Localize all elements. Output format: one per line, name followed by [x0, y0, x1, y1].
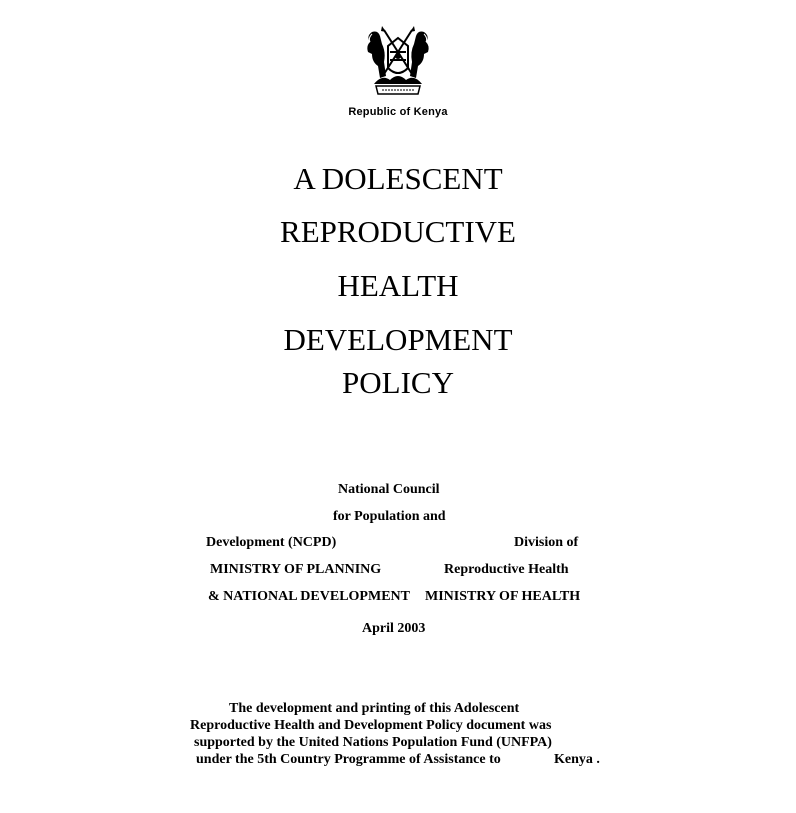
ncpd-line-1: National Council [338, 482, 440, 497]
ministry-planning-line-2: & NATIONAL DEVELOPMENT [208, 589, 410, 604]
acknowledgement-line-3: supported by the United Nations Population Fund (UNFPA) [194, 735, 552, 750]
acknowledgement-line-4-end: Kenya . [554, 752, 600, 767]
title-line-1: A DOLESCENT [293, 161, 503, 196]
division-line-1: Division of [514, 535, 579, 550]
kenya-coat-of-arms-icon [362, 22, 434, 98]
title-line-4: DEVELOPMENT [283, 322, 513, 357]
ncpd-line-2: for Population and [333, 509, 446, 524]
title-line-3: HEALTH [337, 268, 459, 303]
publication-date: April 2003 [362, 621, 426, 636]
country-name: Republic of Kenya [348, 106, 448, 118]
acknowledgement-line-2: Reproductive Health and Development Policy document was [190, 718, 552, 733]
ncpd-line-3: Development (NCPD) [206, 535, 337, 550]
ministry-planning-line-1: MINISTRY OF PLANNING [210, 562, 382, 577]
title-line-2: REPRODUCTIVE [280, 214, 516, 249]
division-line-2: Reproductive Health [444, 562, 569, 577]
acknowledgement-line-1: The development and printing of this Adolescent [229, 701, 520, 716]
title-line-5: POLICY [342, 365, 454, 400]
acknowledgement-line-4: under the 5th Country Programme of Assistance to [196, 752, 501, 767]
ministry-health: MINISTRY OF HEALTH [425, 589, 581, 604]
